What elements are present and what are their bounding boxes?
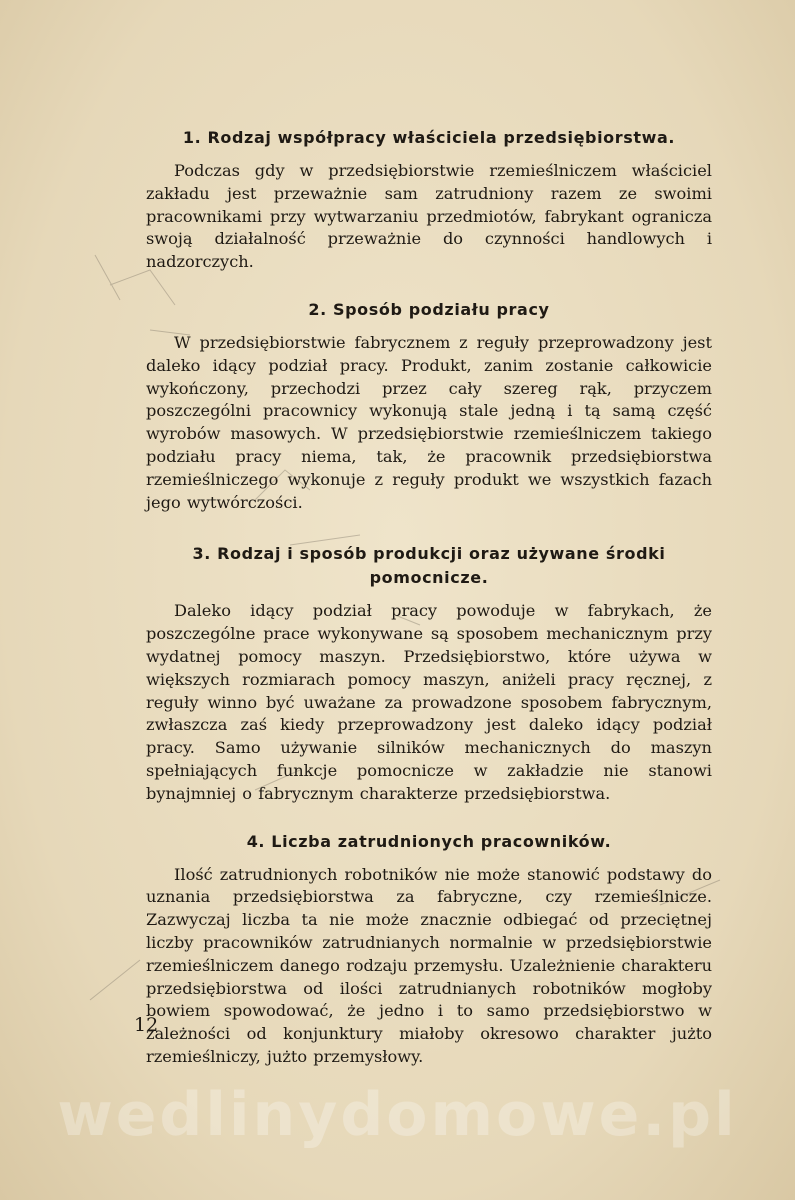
section-paragraph: Ilość zatrudnionych robotników nie może stanowić podstawy do uznania przedsiębiorstwa za fabryczne, czy rzemieślnicze. Zazwyczaj liczba ta nie może znacznie odbiegać od przeciętnej liczby pracowników zatrudnianych normalnie w przedsiębiorstwie rzemieślniczem danego rodzaju przemysłu. Uzależnienie charakteru przedsiębiorstwa od ilości zatrudnianych robotników mogłoby bowiem spowodować, że jedno i to samo przedsiębiorstwo w zależności od konjunktury miałoby okresowo charakter jużto rzemieślniczy, jużto przemysłowy.: [146, 864, 712, 1066]
section-paragraph: W przedsiębiorstwie fabrycznem z reguły przeprowadzony jest daleko idący podział pracy. Produkt, zanim zostanie całkowicie wykończony, przechodzi przez cały szereg rąk, przyczem poszczególni pracownicy wykonują stale jedną i tą samą część wyrobów masowych. W przedsiębiorstwie rzemieślniczem takiego podziału pracy niema, tak, że pracownik przedsiębiorstwa rzemieślniczego wykonuje z reguły produkt we wszystkich fazach jego wytwórczości.: [146, 332, 712, 512]
section-heading: 4. Liczba zatrudnionych pracowników.: [246, 831, 612, 851]
section-heading: 2. Sposób podziału pracy: [308, 299, 550, 319]
section-heading: 3. Rodzaj i sposób produkcji oraz używane środki pomocnicze.: [192, 544, 666, 588]
section-4: [146, 826, 712, 1069]
page-number: 12: [134, 1014, 159, 1036]
section-paragraph: Daleko idący podział pracy powoduje w fabrykach, że poszczególne prace wykonywane są sposobem mechanicznym przy wydatnej pomocy maszyn. Przedsiębiorstwo, które używa w większych rozmiarach pomocy maszyn, aniżeli pracy ręcznej, z reguły winno być uważane za prowadzone sposobem fabrycznym, zwłaszcza zaś kiedy przeprowadzony jest daleko idący podział pracy. Samo używanie silników mechanicznych do maszyn spełniających funkcje pomocnicze w zakładzie nie stanowi bynajmniej o fabrycznym charakterze przedsiębiorstwa.: [146, 601, 712, 803]
section-1: [146, 120, 712, 274]
watermark: wedlinydomowe.pl: [57, 1080, 738, 1150]
section-2: [146, 294, 712, 514]
section-heading: 1. Rodzaj współpracy właściciela przedsiębiorstwa.: [182, 128, 676, 147]
text-body: [146, 120, 712, 1089]
section-3: [146, 534, 712, 805]
section-paragraph: Podczas gdy w przedsiębiorstwie rzemieślniczem właściciel zakładu jest przeważnie sam zatrudniony razem ze swoimi pracownikami przy wytwarzaniu przedmiotów, fabrykant ogranicza swoją działalność przeważnie do czynności handlowych i nadzorczych.: [146, 161, 712, 272]
